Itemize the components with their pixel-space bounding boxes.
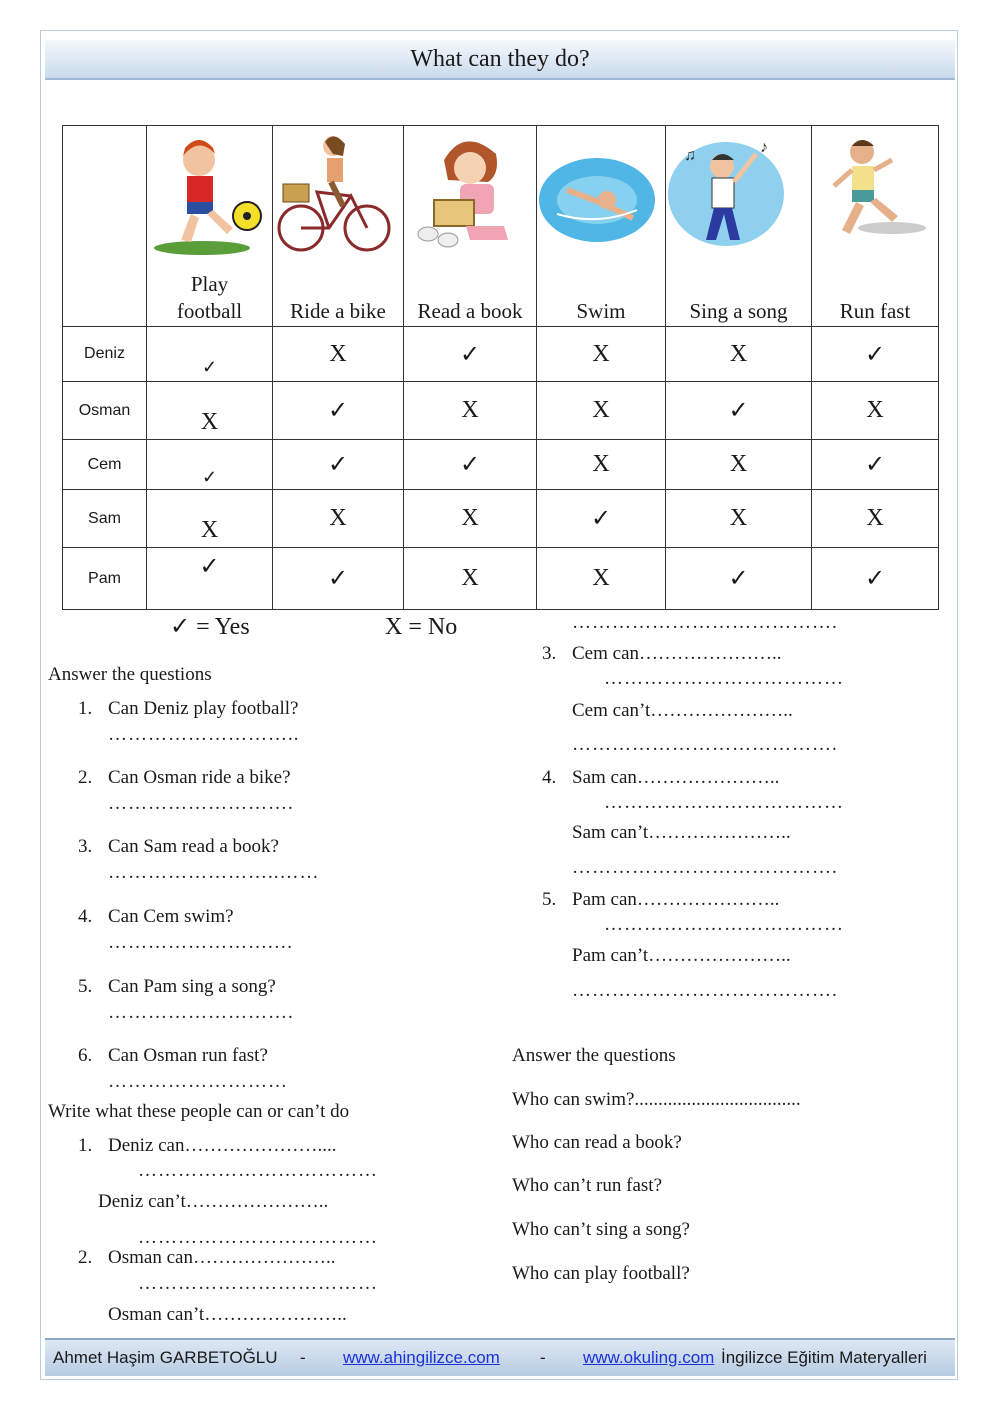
- question-number: 1.: [78, 698, 93, 719]
- footer-separator: -: [300, 1348, 306, 1367]
- table-header-row: [63, 126, 939, 327]
- column-read-book: [404, 126, 537, 327]
- svg-text:♫: ♫: [684, 147, 696, 164]
- mark-cell: [537, 382, 666, 440]
- table-row: [63, 327, 939, 382]
- activity-label-line2: Run fast: [839, 299, 911, 323]
- answer-blank[interactable]: ………………………………: [604, 668, 844, 689]
- table-row: [63, 382, 939, 440]
- mark: X: [592, 340, 610, 367]
- mark: X: [592, 451, 610, 477]
- mark: ✓: [459, 452, 481, 478]
- table-row: [63, 440, 939, 490]
- table-row: [63, 490, 939, 548]
- cant-line: Pam can’t…………………..: [572, 945, 791, 966]
- mark-cell: [147, 440, 273, 490]
- mark-cell: [404, 382, 537, 440]
- mark: X: [329, 505, 347, 531]
- mark-cell: [404, 440, 537, 490]
- mark-cell: [812, 490, 939, 548]
- mark: X: [200, 409, 219, 435]
- answer-blank[interactable]: ………………………………: [604, 914, 844, 935]
- mark: X: [592, 565, 610, 591]
- mark-cell: [666, 490, 812, 548]
- can-line: Osman can…………………..: [108, 1247, 336, 1268]
- person-name: Osman: [63, 382, 147, 440]
- mark-cell: [666, 382, 812, 440]
- column-sing-song: [666, 126, 812, 327]
- mark: ✓: [201, 467, 218, 487]
- mark-cell: [147, 548, 273, 610]
- mark-cell: [404, 490, 537, 548]
- table-row: [63, 548, 939, 610]
- section2-heading: Write what these people can or can’t do: [48, 1101, 350, 1122]
- item-number: 3.: [542, 643, 557, 664]
- mark: X: [866, 397, 884, 423]
- legend-yes: ✓ = Yes: [170, 614, 250, 640]
- mark: X: [866, 505, 884, 531]
- activity-label-line2: Sing a song: [689, 299, 788, 323]
- mark: ✓: [327, 398, 349, 424]
- mark-cell: [537, 548, 666, 610]
- mark: ✓: [728, 566, 749, 592]
- mark-cell: [147, 327, 273, 382]
- mark-cell: [812, 548, 939, 610]
- question-number: 4.: [78, 906, 93, 927]
- question-number: 2.: [78, 767, 93, 788]
- mark-cell: [273, 440, 404, 490]
- item-number: 5.: [542, 889, 557, 910]
- person-name: Sam: [63, 490, 147, 548]
- activity-label-line1: Play: [190, 272, 229, 296]
- column-run-fast: [812, 126, 939, 327]
- mark: X: [729, 451, 748, 477]
- question-text: Can Pam sing a song?: [108, 976, 276, 997]
- question-text: Can Sam read a book?: [108, 836, 279, 857]
- answer-blank[interactable]: ……………………….: [108, 1002, 294, 1023]
- answer-blank[interactable]: ……………………..……: [108, 862, 320, 883]
- mark-cell: [273, 327, 404, 382]
- answer-blank[interactable]: ………………………………….: [572, 612, 838, 633]
- answer-blank[interactable]: ………………………………: [138, 1160, 378, 1181]
- mark-cell: [273, 490, 404, 548]
- footer-link-ahingilizce[interactable]: www.ahingilizce.com: [343, 1348, 500, 1367]
- mark-cell: [273, 548, 404, 610]
- mark: X: [329, 340, 347, 367]
- mark: ✓: [327, 452, 349, 478]
- mark: X: [592, 397, 610, 423]
- mark-cell: [812, 440, 939, 490]
- can-line: Pam can…………………..: [572, 889, 780, 910]
- mark: ✓: [864, 452, 886, 478]
- mark-cell: [404, 327, 537, 382]
- mark: ✓: [728, 398, 749, 424]
- mark-cell: [666, 327, 812, 382]
- answer-blank[interactable]: ……………………….: [108, 793, 294, 814]
- who-question: Who can play football?: [512, 1263, 690, 1284]
- question-text: Can Osman ride a bike?: [108, 767, 291, 788]
- question-number: 5.: [78, 976, 93, 997]
- mark: X: [461, 565, 479, 591]
- mark: ✓: [199, 554, 220, 580]
- mark: X: [461, 397, 479, 423]
- section1-heading: Answer the questions: [48, 664, 212, 685]
- activity-label-line2: Ride a bike: [290, 299, 386, 323]
- can-line: Sam can…………………..: [572, 767, 780, 788]
- mark-cell: [537, 440, 666, 490]
- mark-cell: [537, 490, 666, 548]
- footer-link-okuling[interactable]: www.okuling.com: [583, 1348, 715, 1367]
- mark-cell: [404, 548, 537, 610]
- mark: ✓: [201, 356, 218, 377]
- activity-label-line2: Swim: [576, 299, 626, 323]
- activity-table: [62, 125, 939, 610]
- svg-text:♪: ♪: [760, 139, 768, 156]
- mark: ✓: [864, 341, 886, 368]
- answer-blank[interactable]: ………………………………….: [572, 857, 838, 878]
- person-name: Pam: [63, 548, 147, 610]
- answer-blank[interactable]: …………………….…: [108, 932, 294, 953]
- who-question: Who can swim?...................................: [512, 1089, 801, 1110]
- mark-cell: [273, 382, 404, 440]
- question-text: Can Deniz play football?: [108, 698, 299, 719]
- footer-tagline: İngilizce Eğitim Materyalleri: [721, 1348, 927, 1367]
- answer-blank[interactable]: ………………………: [108, 1071, 288, 1092]
- person-name: Deniz: [63, 327, 147, 382]
- item-number: 2.: [78, 1247, 93, 1268]
- answer-blank[interactable]: ………………………………: [604, 792, 844, 813]
- column-swim: [537, 126, 666, 327]
- answer-blank[interactable]: ………………………………: [138, 1227, 378, 1248]
- singer-icon: [666, 130, 786, 260]
- column-play-football: [147, 126, 273, 327]
- cant-line: Sam can’t…………………..: [572, 822, 791, 843]
- answer-blank[interactable]: ………………………..: [108, 724, 300, 745]
- answer-blank[interactable]: ………………………………….: [572, 980, 838, 1001]
- answer-blank[interactable]: ………………………………….: [572, 734, 838, 755]
- mark-cell: [812, 382, 939, 440]
- item-number: 1.: [78, 1135, 93, 1156]
- footer-author: Ahmet Haşim GARBETOĞLU: [53, 1348, 278, 1367]
- swimmer-icon: [537, 130, 657, 260]
- question-text: Can Cem swim?: [108, 906, 234, 927]
- section3-heading: Answer the questions: [512, 1045, 676, 1066]
- mark: X: [461, 505, 479, 531]
- page-title: What can they do?: [45, 40, 955, 80]
- reading-girl-icon: [404, 130, 524, 260]
- person-name: Cem: [63, 440, 147, 490]
- answer-blank[interactable]: ………………………………: [138, 1273, 378, 1294]
- mark: ✓: [327, 566, 349, 592]
- mark: ✓: [864, 566, 886, 592]
- mark: ✓: [459, 341, 481, 368]
- mark-cell: [812, 327, 939, 382]
- who-question: Who can’t run fast?: [512, 1175, 663, 1196]
- can-line: Cem can…………………..: [572, 643, 782, 664]
- question-number: 3.: [78, 836, 93, 857]
- can-line: Deniz can…………………....: [108, 1135, 337, 1156]
- corner-cell: [63, 126, 147, 327]
- who-question: Who can read a book?: [512, 1132, 682, 1153]
- footer: [45, 1338, 955, 1376]
- legend-no: X = No: [385, 614, 458, 640]
- runner-icon: [812, 130, 932, 260]
- item-number: 4.: [542, 767, 557, 788]
- mark: X: [729, 505, 748, 531]
- column-ride-bike: [273, 126, 404, 327]
- activity-label-line2: football: [176, 299, 243, 323]
- mark: X: [729, 340, 748, 367]
- question-text: Can Osman run fast?: [108, 1045, 268, 1066]
- mark-cell: [666, 440, 812, 490]
- bike-rider-icon: [273, 130, 393, 260]
- mark: ✓: [590, 506, 612, 532]
- mark-cell: [147, 490, 273, 548]
- cant-line: Cem can’t…………………..: [572, 700, 793, 721]
- question-number: 6.: [78, 1045, 93, 1066]
- cant-line: Osman can’t…………………..: [108, 1304, 347, 1325]
- who-question: Who can’t sing a song?: [512, 1219, 690, 1240]
- mark-cell: [537, 327, 666, 382]
- cant-line: Deniz can’t…………………..: [98, 1191, 329, 1212]
- mark-cell: [147, 382, 273, 440]
- mark-cell: [666, 548, 812, 610]
- activity-label-line2: Read a book: [417, 299, 523, 323]
- footer-separator: -: [540, 1348, 546, 1367]
- football-player-icon: [147, 130, 267, 260]
- mark: X: [200, 517, 219, 543]
